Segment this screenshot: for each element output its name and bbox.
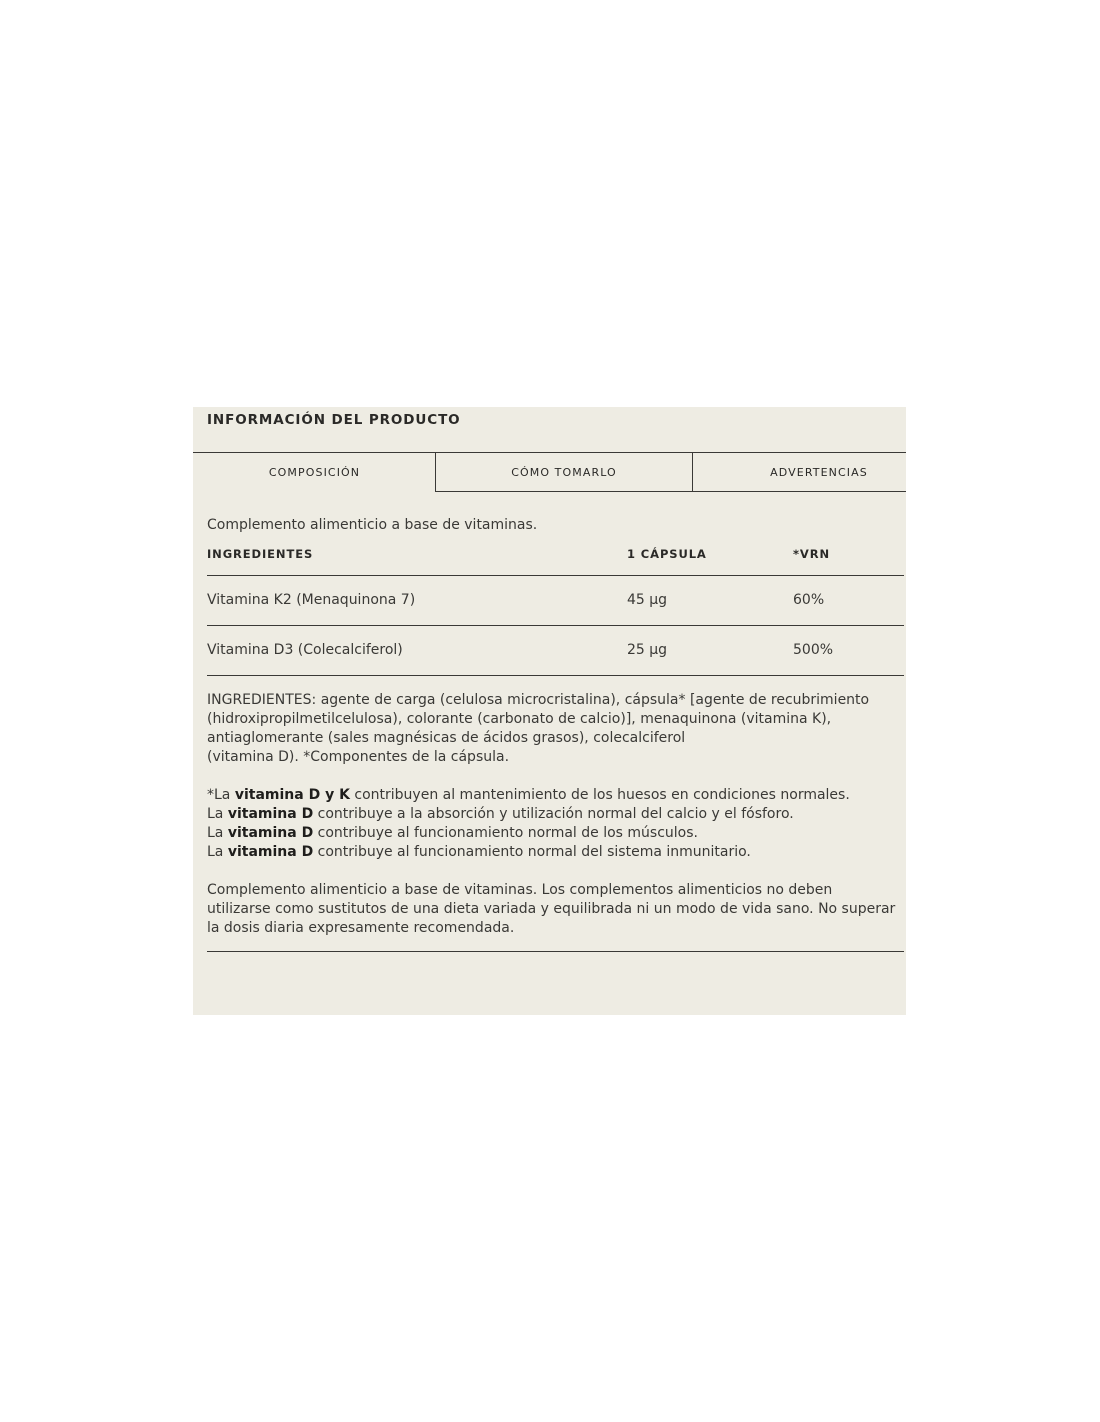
- tab-advertencias[interactable]: [692, 452, 906, 492]
- ingredient-name: Vitamina D3 (Colecalciferol): [207, 642, 403, 658]
- tab-bar: [193, 452, 906, 492]
- tab-label: COMPOSICIÓN: [268, 466, 361, 479]
- ingredients-paragraph: [207, 691, 897, 767]
- claim-line: [207, 786, 897, 805]
- tab-label: ADVERTENCIAS: [770, 465, 868, 479]
- ingredient-name: Vitamina K2 (Menaquinona 7): [207, 592, 416, 608]
- tab-como-tomarlo[interactable]: [435, 452, 693, 492]
- ingredient-vrn: 60%: [793, 592, 825, 608]
- claim-text: contribuye a la absorción y utilización normal del calcio y el fósforo.: [313, 806, 794, 822]
- ingredient-vrn: 500%: [793, 642, 834, 658]
- disclaimer-line: la dosis diaria expresamente recomendada.: [207, 920, 515, 936]
- composition-intro: Complemento alimenticio a base de vitaminas.: [207, 517, 538, 533]
- claim-text: La: [207, 844, 228, 860]
- claim-text: contribuye al funcionamiento normal de los músculos.: [313, 825, 698, 841]
- claim-text: La: [207, 825, 228, 841]
- table-header: [207, 547, 904, 575]
- claim-text: contribuye al funcionamiento normal del sistema inmunitario.: [313, 844, 751, 860]
- divider: [207, 951, 904, 952]
- table-row: [207, 625, 904, 676]
- claim-bold: vitamina D: [227, 825, 314, 841]
- tab-composicion[interactable]: [193, 452, 436, 492]
- product-info-panel: [193, 407, 906, 1015]
- claim-line: [207, 843, 897, 862]
- panel-title: INFORMACIÓN DEL PRODUCTO: [207, 412, 461, 428]
- disclaimer-line: utilizarse como sustitutos de una dieta variada y equilibrada ni un modo de vida sano. No superar: [207, 901, 896, 917]
- ingredient-amount: 45 µg: [627, 592, 668, 608]
- ingredients-line: antiaglomerante (sales magnésicas de ácidos grasos), colecalciferol: [207, 730, 686, 746]
- tab-label: CÓMO TOMARLO: [511, 465, 617, 479]
- claim-bold: vitamina D: [227, 844, 314, 860]
- claim-bold: vitamina D: [227, 806, 314, 822]
- health-claims: [207, 786, 897, 862]
- disclaimer-line: Complemento alimenticio a base de vitaminas. Los complementos alimenticios no deben: [207, 882, 833, 898]
- table-row: [207, 575, 904, 625]
- claim-text: contribuyen al mantenimiento de los huesos en condiciones normales.: [349, 787, 850, 803]
- claim-text: La: [207, 806, 228, 822]
- header-ingredients: INGREDIENTES: [207, 547, 314, 561]
- header-per-capsule: 1 CÁPSULA: [627, 547, 707, 561]
- ingredient-amount: 25 µg: [627, 642, 668, 658]
- claim-text: *La: [207, 787, 235, 803]
- claim-bold: vitamina D y K: [234, 787, 350, 803]
- disclaimer-paragraph: [207, 881, 897, 938]
- claim-line: [207, 805, 897, 824]
- ingredients-line: INGREDIENTES: agente de carga (celulosa microcristalina), cápsula* [agente de recubrimiento: [207, 692, 870, 708]
- ingredients-line: (hidroxipropilmetilcelulosa), colorante (carbonato de calcio)], menaquinona (vitamina K),: [207, 711, 832, 727]
- ingredients-line: (vitamina D). *Componentes de la cápsula.: [207, 749, 510, 765]
- header-vrn: *VRN: [793, 547, 830, 561]
- claim-line: [207, 824, 897, 843]
